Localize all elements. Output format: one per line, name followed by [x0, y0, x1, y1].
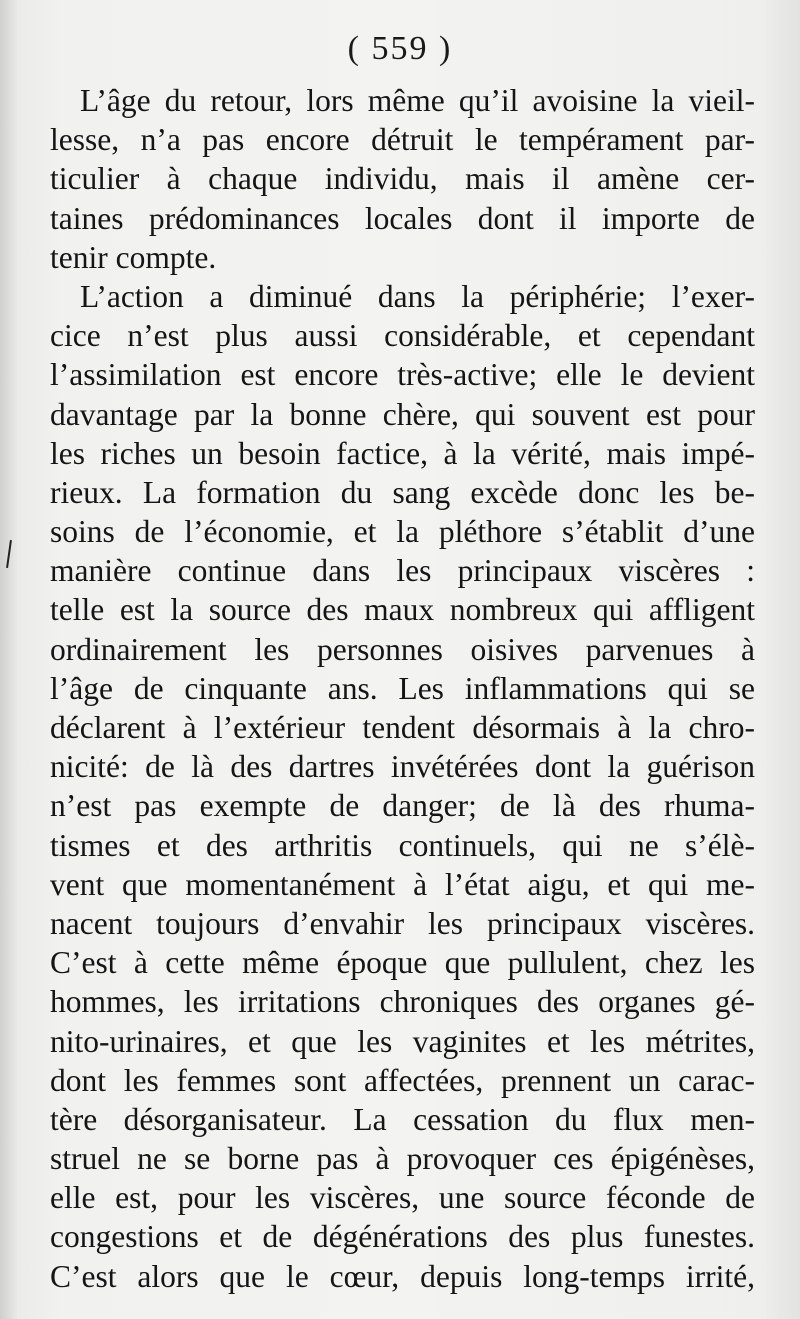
text-line: cice n’est plus aussi considérable, et cependant	[50, 318, 755, 354]
text-line: L’âge du retour, lors même qu’il avoisine la vieil-	[80, 83, 755, 118]
text-line: hommes, les irritations chroniques des organes gé-	[50, 984, 755, 1020]
text-line: n’est pas exempte de danger; de là des rhuma-	[50, 788, 755, 824]
text-line: vent que momentanément à l’état aigu, et qui me-	[50, 866, 755, 902]
text-line: tismes et des arthritis continuels, qui ne s’élè-	[50, 827, 755, 863]
text-line: l’âge de cinquante ans. Les inflammations qui se	[50, 670, 755, 706]
text-line: les riches un besoin factice, à la vérité, mais impé-	[50, 435, 755, 471]
text-line: davantage par la bonne chère, qui souvent est pour	[50, 396, 755, 432]
page-number: ( 559 )	[347, 30, 453, 67]
text-line: nacent toujours d’envahir les principaux viscères.	[50, 905, 755, 941]
text-line: elle est, pour les viscères, une source féconde de	[50, 1180, 755, 1216]
text-line: tenir compte.	[50, 239, 217, 275]
text-line: struel ne se borne pas à provoquer ces épigénèses,	[50, 1141, 755, 1177]
text-line: lesse, n’a pas encore détruit le tempérament par-	[50, 122, 755, 158]
text-line: l’assimilation est encore très-active; elle le devient	[50, 357, 755, 393]
text-line: C’est alors que le cœur, depuis long-temps irrité,	[50, 1258, 755, 1294]
text-line: taines prédominances locales dont il importe de	[50, 200, 755, 236]
text-line: nicité: de là des dartres invétérées dont la guérison	[50, 749, 755, 785]
text-line: C’est à cette même époque que pullulent, chez les	[50, 945, 755, 981]
text-line: rieux. La formation du sang excède donc les be-	[50, 474, 755, 510]
body-text	[50, 81, 755, 1296]
text-line: ticulier à chaque individu, mais il amène cer-	[50, 161, 755, 197]
text-line: soins de l’économie, et la pléthore s’établit d’une	[50, 514, 755, 550]
text-line: manière continue dans les principaux viscères :	[50, 553, 755, 589]
text-line: ordinairement les personnes oisives parvenues à	[50, 631, 755, 667]
text-line: déclarent à l’extérieur tendent désormais à la chro-	[50, 710, 755, 745]
text-line: L’action a diminué dans la périphérie; l’exer-	[80, 278, 755, 314]
text-line: telle est la source des maux nombreux qui affligent	[50, 592, 755, 628]
text-line: dont les femmes sont affectées, prennent un carac-	[50, 1062, 755, 1098]
text-line: tère désorganisateur. La cessation du flux men-	[50, 1101, 755, 1137]
text-line: congestions et de dégénérations des plus funestes.	[50, 1219, 755, 1255]
margin-mark	[6, 540, 12, 568]
text-line: nito-urinaires, et que les vaginites et les métrites,	[50, 1023, 755, 1059]
